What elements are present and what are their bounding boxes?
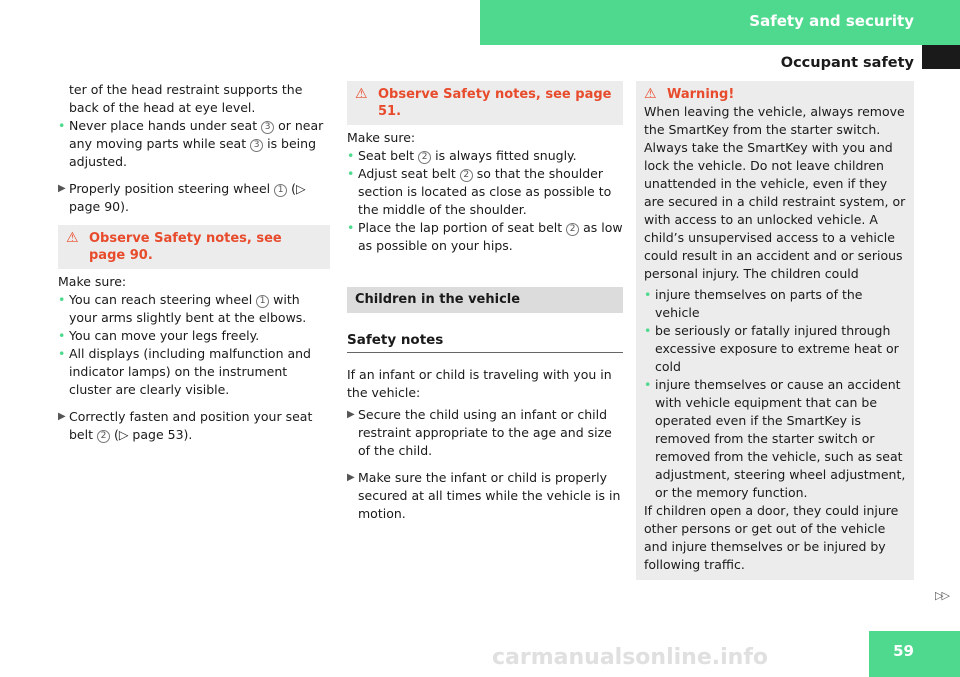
intro-text: ter of the head restraint supports the back of the head at eye level. — [69, 82, 303, 115]
section-title: Safety and security — [749, 12, 914, 30]
watermark: carmanualsonline.info — [492, 645, 768, 670]
list-item: • Adjust seat belt 2 so that the shoulder section is located as close as possible to the middle of the shoulder. — [347, 165, 623, 219]
callout-number: 2 — [97, 430, 110, 443]
make-sure-label: Make sure: — [347, 130, 416, 145]
page-number-box — [869, 631, 960, 677]
warning-closing-text: If children open a door, they could injure other persons or get out of the vehicle and injure themselves or be injured by following traffic. — [644, 503, 899, 572]
column-3 — [636, 81, 914, 580]
warning-box — [58, 225, 330, 269]
list-item: • All displays (including malfunction and indicator lamps) on the instrument cluster are clearly visible. — [58, 345, 330, 399]
list-item: • injure themselves on parts of the vehicle — [644, 286, 906, 322]
warning-box — [636, 81, 914, 580]
callout-number: 1 — [274, 184, 287, 197]
step-item: ▶ Properly position steering wheel 1 (▷ page 90). — [58, 181, 306, 214]
subsection-title: Occupant safety — [780, 55, 914, 71]
warning-triangle-icon: ⚠ — [66, 230, 79, 246]
list-item: • You can reach steering wheel 1 with your arms slightly bent at the elbows. — [58, 291, 330, 327]
warning-triangle-icon: ⚠ — [355, 86, 368, 102]
list-item: • Never place hands under seat 3 or near any moving parts while seat 3 is being adjusted. — [58, 117, 330, 171]
column-2 — [347, 81, 623, 523]
callout-number: 2 — [566, 223, 579, 236]
continue-arrow-icon: ▷▷ — [935, 589, 948, 602]
callout-number: 3 — [250, 139, 263, 152]
column-1 — [58, 81, 330, 444]
make-sure-label: Make sure: — [58, 274, 127, 289]
warning-title: Observe Safety notes, see page 90. — [89, 231, 282, 263]
warning-triangle-icon: ⚠ — [644, 86, 657, 102]
section-heading-bar: Children in the vehicle — [347, 287, 623, 313]
step-item: ▶ Secure the child using an infant or child restraint appropriate to the age and size of the child. — [347, 407, 612, 458]
step-arrow-icon: ▶ — [347, 409, 355, 420]
step-arrow-icon: ▶ — [58, 411, 66, 422]
step-item: ▶ Make sure the infant or child is properly secured at all times while the vehicle is in motion. — [347, 470, 621, 521]
list-item: • You can move your legs freely. — [58, 327, 330, 345]
page-number: 59 — [893, 642, 914, 660]
page-tab-marker — [922, 45, 960, 69]
list-item: • Place the lap portion of seat belt 2 as low as possible on your hips. — [347, 219, 623, 255]
warning-title: Warning! — [667, 87, 735, 102]
list-item: • Seat belt 2 is always fitted snugly. — [347, 147, 623, 165]
callout-number: 2 — [418, 151, 431, 164]
step-arrow-icon: ▶ — [58, 183, 66, 194]
list-item: • injure themselves or cause an accident with vehicle equipment that can be operated even if the SmartKey is removed from the starter switch or removed from the vehicle, such as seat adjustment, steering wheel adjustment, or the memory function. — [644, 376, 906, 502]
list-item: • be seriously or fatally injured through excessive exposure to extreme heat or cold — [644, 322, 906, 376]
warning-text: When leaving the vehicle, always remove the SmartKey from the starter switch. Always take the SmartKey with you and lock the vehicle. Do not leave children unattended in the vehicle, even if they are secured in a child restraint system, or with access to an unlocked vehicle. A child’s unsupervised access to a vehicle could result in an accident and or serious personal injury. The children could — [644, 104, 906, 281]
subsection-heading: Safety notes — [347, 331, 623, 353]
step-arrow-icon: ▶ — [347, 472, 355, 483]
warning-box — [347, 81, 623, 125]
callout-number: 1 — [256, 295, 269, 308]
callout-number: 2 — [460, 169, 473, 182]
step-item: ▶ Correctly fasten and position your seat belt 2 (▷ page 53). — [58, 409, 313, 442]
callout-number: 3 — [261, 121, 274, 134]
paragraph: If an infant or child is traveling with you in the vehicle: — [347, 367, 612, 400]
warning-title: Observe Safety notes, see page 51. — [378, 87, 612, 119]
